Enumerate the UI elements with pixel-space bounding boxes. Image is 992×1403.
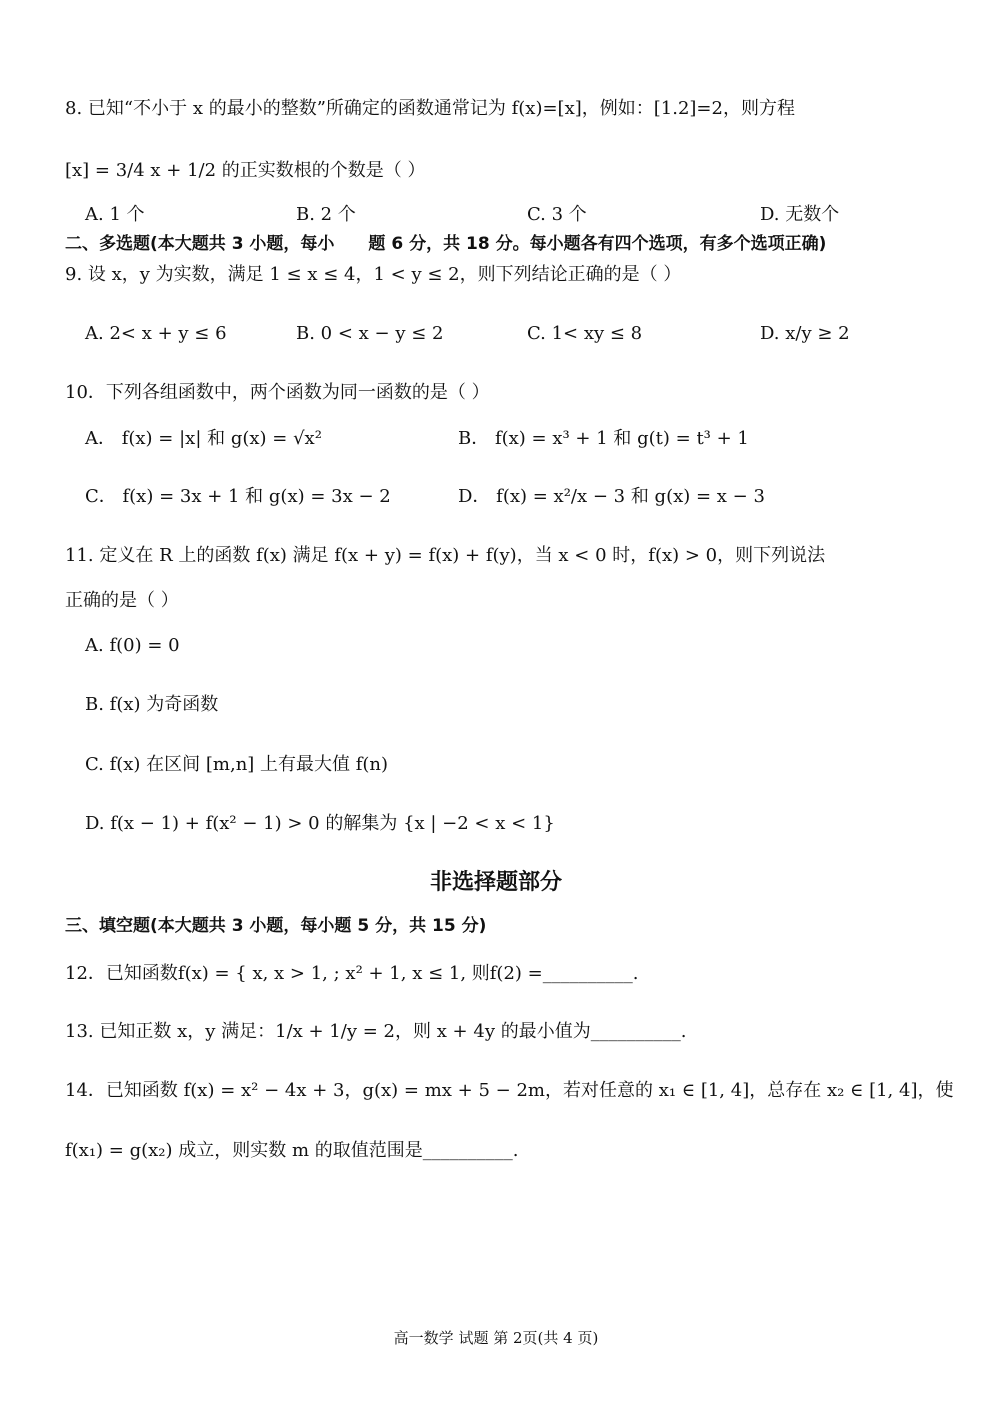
- q11-option-c: C. f(x) 在区间 [m,n] 上有最大值 f(n): [85, 754, 389, 775]
- q13: 13. 已知正数 x，y 满足：1/x + 1/y = 2，则 x + 4y 的最小值为__________.: [65, 1021, 687, 1042]
- q11-option-d: D. f(x − 1) + f(x² − 1) > 0 的解集为 {x | −2 < x < 1}: [85, 813, 555, 834]
- q9-option-b: B. 0 < x − y ≤ 2: [296, 323, 444, 344]
- q8-line2: [x] = 3/4 x + 1/2 的正实数根的个数是（ ）: [65, 160, 426, 181]
- q9-option-c: C. 1< xy ≤ 8: [527, 323, 643, 344]
- section-heading-fill-in: 三、填空题(本大题共 3 小题，每小题 5 分，共 15 分): [65, 916, 487, 936]
- q8-option-c: C. 3 个: [527, 204, 587, 225]
- q10-option-a: A． f(x) = |x| 和 g(x) = √x²: [85, 428, 322, 449]
- q9-option-d: D. x/y ≥ 2: [760, 323, 850, 344]
- q10-option-b: B． f(x) = x³ + 1 和 g(t) = t³ + 1: [458, 428, 749, 449]
- q8-option-b: B. 2 个: [296, 204, 356, 225]
- q8-option-a: A. 1 个: [85, 204, 145, 225]
- q9-option-a: A. 2< x + y ≤ 6: [85, 323, 227, 344]
- q11-option-b: B. f(x) 为奇函数: [85, 694, 219, 715]
- section-heading-multiple-choice: 二、多选题(本大题共 3 小题，每小 题 6 分，共 18 分。每小题各有四个选项，有多个选项正确): [65, 234, 827, 254]
- q11-stem-line2: 正确的是（ ）: [65, 590, 179, 611]
- q8-option-d: D. 无数个: [760, 204, 840, 225]
- q11-option-a: A. f(0) = 0: [85, 635, 180, 656]
- q10-stem: 10．下列各组函数中，两个函数为同一函数的是（ ）: [65, 382, 490, 403]
- part-heading-non-choice: 非选择题部分: [429, 870, 562, 895]
- q10-option-c: C． f(x) = 3x + 1 和 g(x) = 3x − 2: [85, 486, 391, 507]
- q12: 12．已知函数f(x) = { x, x > 1, ; x² + 1, x ≤ 1, 则f(2) =__________.: [65, 963, 639, 984]
- q11-stem-line1: 11. 定义在 R 上的函数 f(x) 满足 f(x + y) = f(x) + f(y)，当 x < 0 时，f(x) > 0，则下列说法: [65, 545, 826, 566]
- page-footer: 高一数学 试题 第 2页(共 4 页): [393, 1329, 599, 1347]
- q9-stem: 9. 设 x，y 为实数，满足 1 ≤ x ≤ 4，1 < y ≤ 2，则下列结论正确的是（ ）: [65, 264, 682, 285]
- q8-line1: 8. 已知“不小于 x 的最小的整数”所确定的函数通常记为 f(x)=[x]，例如：[1.2]=2，则方程: [65, 98, 795, 119]
- q14-line1: 14．已知函数 f(x) = x² − 4x + 3，g(x) = mx + 5 − 2m，若对任意的 x₁ ∈ [1, 4]，总存在 x₂ ∈ [1, 4]，使: [65, 1080, 954, 1101]
- q10-option-d: D． f(x) = x²/x − 3 和 g(x) = x − 3: [458, 486, 765, 507]
- q14-line2: f(x₁) = g(x₂) 成立，则实数 m 的取值范围是__________.: [65, 1140, 519, 1161]
